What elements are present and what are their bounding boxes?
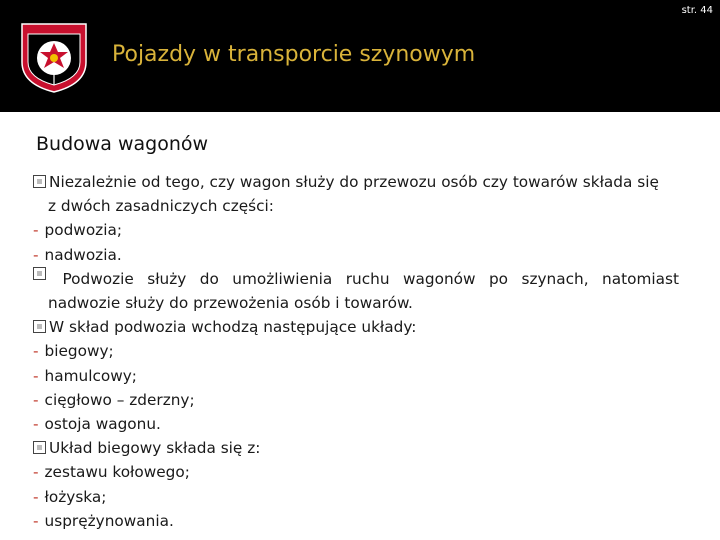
slide-body: [33, 170, 679, 533]
fire-brigade-logo: [18, 18, 90, 94]
list-item: - zestawu kołowego;: [33, 463, 190, 482]
list-item: - podwozia;: [33, 221, 122, 240]
list-item: - łożyska;: [33, 487, 107, 506]
bullet-icon: [33, 320, 46, 333]
page-title: Pojazdy w transporcie szynowym: [112, 42, 476, 67]
list-item: - ostoja wagonu.: [33, 415, 161, 434]
list-item: - biegowy;: [33, 342, 114, 361]
dash-icon: -: [33, 511, 39, 530]
dash-icon: -: [33, 342, 39, 361]
dash-icon: -: [33, 463, 39, 482]
paragraph-line: nadwozie służy do przewożenia osób i towarów.: [48, 294, 413, 313]
list-item: - cięgłowo – zderzny;: [33, 390, 195, 409]
header-bar: [0, 0, 720, 112]
dash-icon: -: [33, 487, 39, 506]
list-item: - usprężynowania.: [33, 511, 174, 530]
page-number: str. 44: [681, 5, 713, 16]
paragraph-line: Niezależnie od tego, czy wagon służy do przewozu osób czy towarów składa się: [33, 170, 679, 194]
dash-icon: -: [33, 415, 39, 434]
dash-icon: -: [33, 366, 39, 385]
bullet-icon: [33, 175, 46, 188]
section-title: Budowa wagonów: [36, 133, 209, 155]
dash-icon: -: [33, 245, 39, 264]
dash-icon: -: [33, 390, 39, 409]
list-item: - hamulcowy;: [33, 366, 137, 385]
paragraph-line: W skład podwozia wchodzą następujące układy:: [33, 315, 679, 339]
dash-icon: -: [33, 221, 39, 240]
paragraph-line: Układ biegowy składa się z:: [33, 436, 679, 460]
bullet-icon: [33, 267, 46, 280]
paragraph-line: z dwóch zasadniczych części:: [48, 197, 274, 216]
list-item: - nadwozia.: [33, 245, 122, 264]
paragraph-line: Podwozie służy do umożliwienia ruchu wagonów po szynach, natomiast: [33, 267, 679, 291]
bullet-icon: [33, 441, 46, 454]
